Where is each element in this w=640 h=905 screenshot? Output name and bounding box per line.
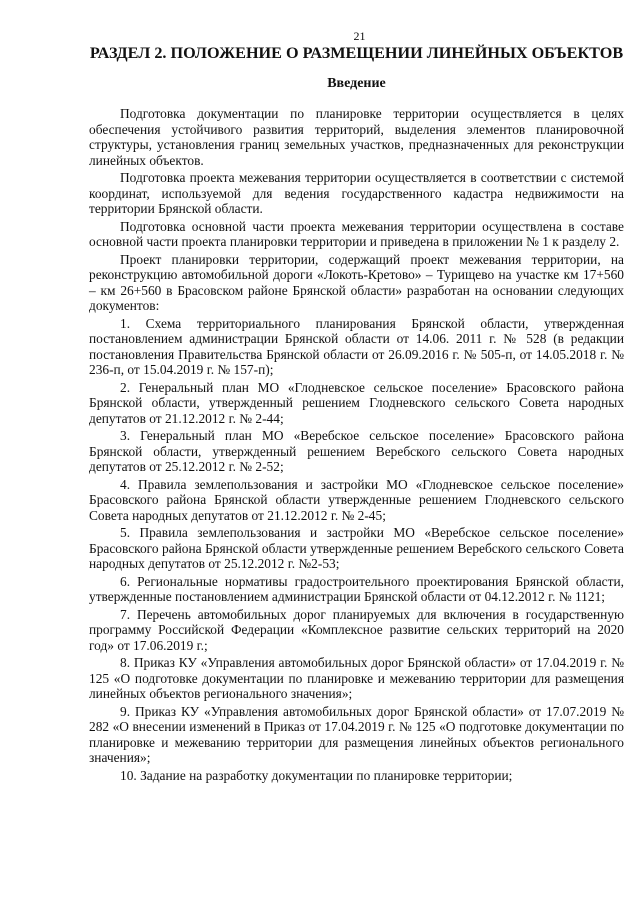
document-item: 10. Задание на разработку документации по планировке территории; [120,767,513,783]
paragraph-basis: Проект планировки территории, содержащий проект межевания территории, на реконструкцию автомобильной дороги «Локоть-Кретово» – Турищево на участке км 17+560 – км 26+560 в Брасовском районе Брянской области» разработан на основании следующих документов: [89,251,624,313]
intro-title: Введение [327,76,386,91]
page-number: 21 [353,29,366,43]
document-item: 1. Схема территориального планирования Брянской области, утвержденная постановлением администрации Брянской области от 14.06. 2011 г. № 528 (в редакции постановления Правительства Брянской области от 26.09.2016 г. № 505-п, от 14.05.2018 г. № 236-п, от 15.04.2019 г. № 157-п); [89,315,624,377]
document-item: 5. Правила землепользования и застройки МО «Веребское сельское поселение» Брасовского района Брянской области утвержденные решением Веребского сельского Совета народных депутатов от 25.12.2012 г. №2-53; [89,525,624,571]
document-item: 6. Региональные нормативы градостроительного проектирования Брянской области, утвержденные постановлением администрации Брянской области от 04.12.2012 г. № 1121; [89,573,624,604]
document-item: 8. Приказ КУ «Управления автомобильных дорог Брянской области» от 17.04.2019 г. № 125 «О подготовке документации по планировке и межеванию территории для размещения линейных объектов регионального значения»; [89,655,624,701]
section-title: РАЗДЕЛ 2. ПОЛОЖЕНИЕ О РАЗМЕЩЕНИИ ЛИНЕЙНЫХ ОБЪЕКТОВ [89,44,624,62]
document-item: 7. Перечень автомобильных дорог планируемых для включения в государственную программу Российской Федерации «Комплексное развитие сельских территорий на 2020 год» от 17.06.2019 г.; [89,606,624,653]
paragraph-purpose: Подготовка документации по планировке территории осуществляется в целях обеспечения устойчивого развития территорий, выделения элементов планировочной структуры, установления границ земельных участков, предназначенных для реконструкции линейных объектов. [89,106,624,168]
document-item: 9. Приказ КУ «Управления автомобильных дорог Брянской области» от 17.07.2019 № 282 «О внесении изменений в Приказ от 17.04.2019 г. № 125 «О подготовке документации по планировке и межеванию территории для размещения линейных объектов регионального значения»; [89,703,624,765]
document-item: 4. Правила землепользования и застройки МО «Глодневское сельское поселение» Брасовского района Брянской области утвержденные решением Глодневского сельского Совета народных депутатов от 21.12.2012 г. № 2-45; [89,476,624,523]
document-body [89,106,624,783]
paragraph-main-part: Подготовка основной части проекта межевания территории осуществлена в составе основной части проекта планировки территории и приведена в приложении № 1 к разделу 2. [89,218,624,249]
document-item: 2. Генеральный план МО «Глодневское сельское поселение» Брасовского района Брянской области, утвержденный решением Глодневского сельского Совета народных депутатов от 21.12.2012 г. № 2-44; [89,379,624,426]
document-item: 3. Генеральный план МО «Веребское сельское поселение» Брасовского района Брянской области, утвержденный решением Веребского сельского Совета народных депутатов от 25.12.2012 г. № 2-52; [89,428,624,474]
paragraph-coordinates: Подготовка проекта межевания территории осуществляется в соответствии с системой координат, используемой для ведения государственного кадастра недвижимости на территории Брянской области. [89,170,624,216]
